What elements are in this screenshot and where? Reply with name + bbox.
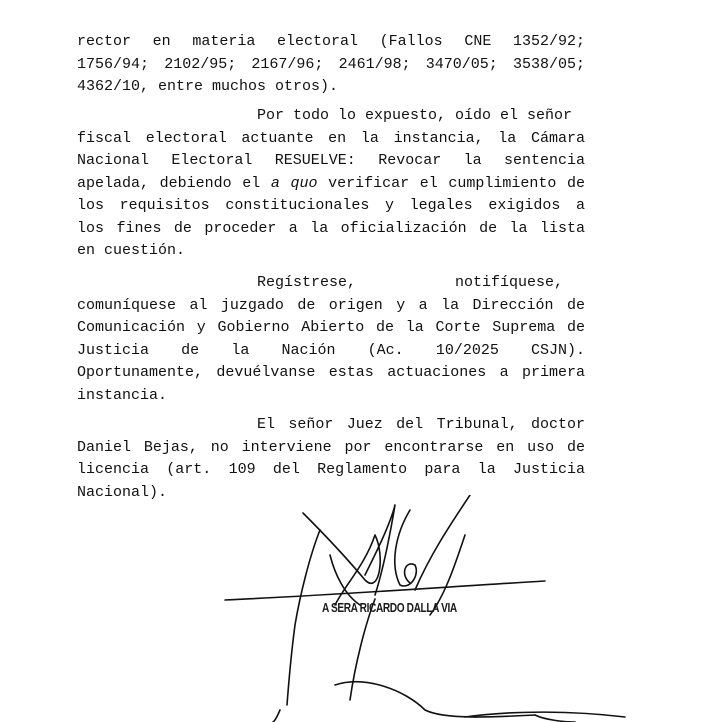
paragraph-4 [77, 414, 585, 504]
signature-stamp: A SERA RICARDO DALLA VIA [322, 600, 457, 615]
paragraph-2 [77, 105, 585, 263]
text-segment: verificar el cumplimiento de [317, 174, 585, 192]
text-line: instancia. [77, 386, 168, 404]
text-line: fiscal electoral actuante en la instancia, la Cámara [77, 129, 585, 147]
text-line: licencia (art. 109 del Reglamento para la Justicia [77, 461, 585, 478]
text-line: Oportunamente, devuélvanse estas actuaciones a primera [77, 364, 585, 381]
text-line: comuníquese al juzgado de origen y a la Dirección de [77, 296, 585, 314]
text-line: Justicia de la Nación (Ac. 10/2025 CSJN). [77, 341, 585, 359]
text-line: El señor Juez del Tribunal, doctor [257, 416, 585, 433]
italic-term: a quo [270, 174, 318, 192]
text-line: Comunicación y Gobierno Abierto de la Corte Suprema de [77, 319, 585, 336]
text-line: en cuestión. [77, 242, 186, 259]
text-line: Daniel Bejas, no interviene por encontrarse en uso de [77, 438, 585, 456]
text-line: Nacional). [77, 483, 168, 501]
text-line [77, 173, 585, 196]
text-line: Nacional Electoral RESUELVE: Revocar la sentencia [77, 152, 585, 169]
text-line: 4362/10, entre muchos otros). [77, 78, 339, 95]
paragraph-1 [77, 31, 585, 99]
text-line: los fines de proceder a la oficialización de la lista [77, 219, 585, 237]
text-line: Por todo lo expuesto, oído el señor [257, 107, 573, 124]
text-line: los requisitos constitucionales y legales exigidos a [77, 197, 585, 214]
paragraph-3 [77, 272, 585, 407]
text-line: rector en materia electoral (Fallos CNE 1352/92; [77, 33, 585, 50]
text-line: 1756/94; 2102/95; 2167/96; 2461/98; 3470/05; 3538/05; [77, 55, 585, 73]
text-line: Regístrese, notifíquese, [257, 274, 563, 291]
text-segment: apelada, debiendo el [77, 174, 271, 192]
